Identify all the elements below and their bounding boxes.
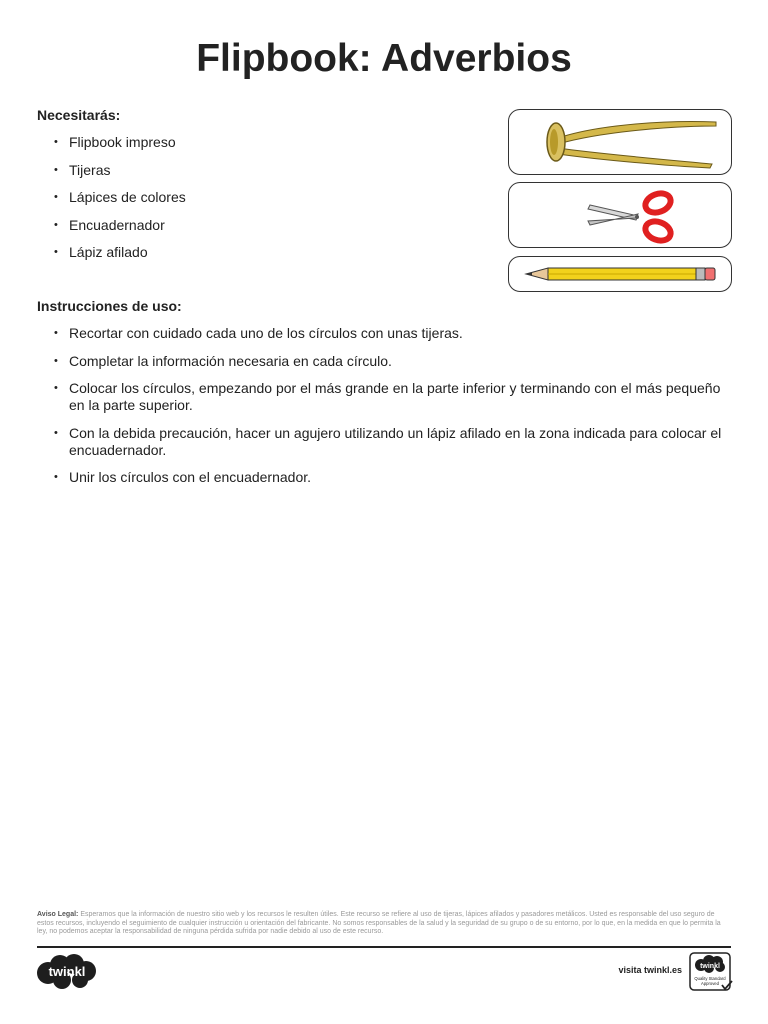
badge-logo-text: twinkl [700,963,720,970]
pencil-picture [508,256,732,292]
twinkl-logo-text: twinkl [48,964,86,979]
list-item: • Completar la información necesaria en cada círculo. [37,353,737,370]
badge-text-1: Quality Standard [694,976,726,981]
list-item: • Encuadernador [37,217,186,234]
fastener-picture [508,109,732,175]
legal-text: Esperamos que la información de nuestro sitio web y los recursos le resulten útiles. Este recurso se refiere al uso de tijeras, lápices afilados y pasadores metálicos. Usted es responsable del uso seguro de estos recursos, incluyendo el seguimiento de cualquier instrucción u orientación del fabricante. No somos responsables de la salud y la seguridad de su grupo o de su entorno, por lo que, en la medida en que lo permita la ley, no podemos aceptar la responsabilidad de ninguna pérdida sufrida por nadie debido al uso de este recurso. [37,911,721,935]
materials-list [37,134,186,272]
list-item: • Con la debida precaución, hacer un agujero utilizando un lápiz afilado en la zona indicada para colocar el encuadernador. [37,425,737,459]
twinkl-logo[interactable] [36,953,98,989]
list-item: • Lápiz afilado [37,244,186,261]
list-item: • Flipbook impreso [37,134,186,151]
materials-heading: Necesitarás: [37,107,121,123]
list-item: • Tijeras [37,162,186,179]
brass-fastener-icon [520,110,720,174]
pencil-icon [520,264,720,284]
list-item: • Lápices de colores [37,189,186,206]
badge-text-2: Approved [701,981,719,986]
footer-divider [37,946,731,948]
instructions-heading: Instrucciones de uso: [37,298,182,314]
list-item: • Unir los círculos con el encuadernador. [37,469,737,486]
instructions-list [37,325,737,497]
legal-notice [37,911,731,937]
legal-label: Aviso Legal: [37,911,79,918]
visit-link[interactable]: visita twinkl.es [618,965,682,975]
page-title: Flipbook: Adverbios [196,37,572,80]
list-item: • Colocar los círculos, empezando por el más grande en la parte inferior y terminando con el más pequeño en la parte superior. [37,380,737,414]
scissors-icon [560,183,680,247]
scissors-picture [508,182,732,248]
quality-badge [689,952,733,992]
list-item: • Recortar con cuidado cada uno de los círculos con unas tijeras. [37,325,737,342]
